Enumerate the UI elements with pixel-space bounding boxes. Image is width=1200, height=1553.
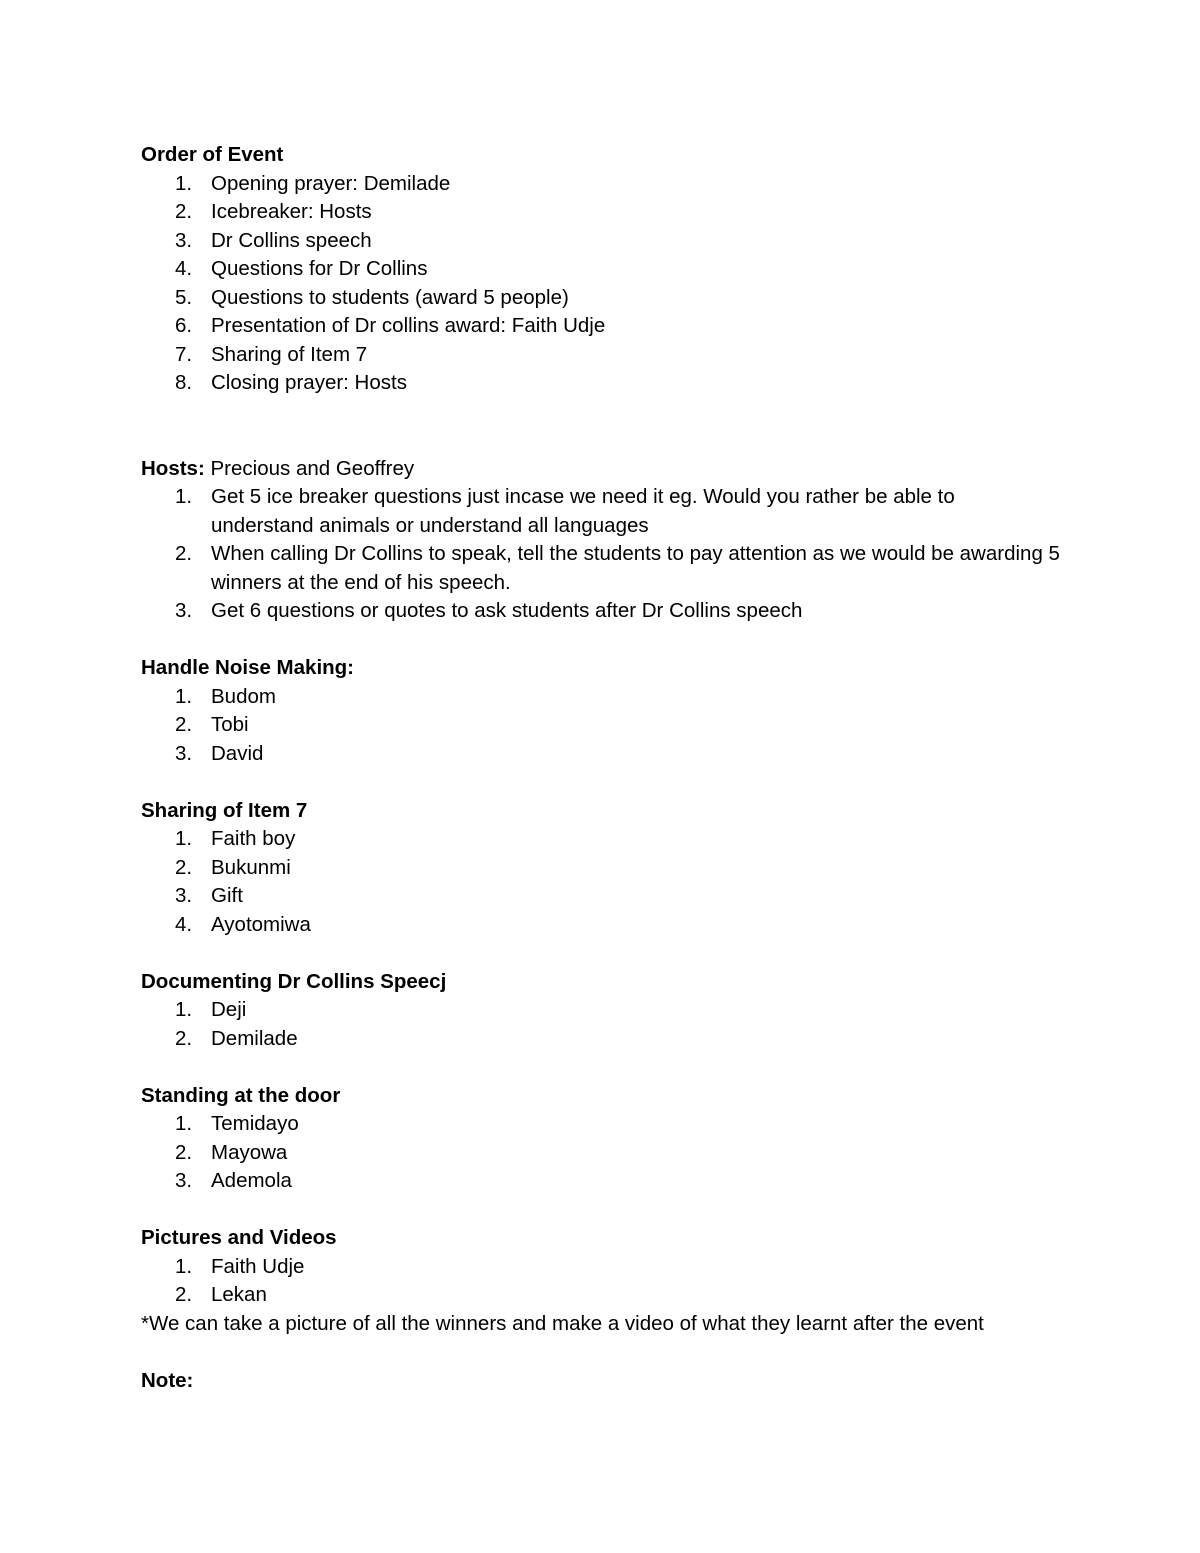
list-item-text: David (211, 741, 264, 765)
list-item (141, 1253, 1061, 1282)
list-item (141, 1167, 1061, 1196)
spacer (141, 1196, 1061, 1225)
list-number: 1. (175, 1112, 193, 1135)
list-number: 3. (175, 228, 193, 252)
list-item-text: Demilade (211, 1026, 298, 1050)
list-number: 2. (175, 542, 193, 565)
list-number: 3. (175, 1169, 193, 1192)
list-item (141, 825, 1061, 854)
list-number: 2. (175, 1026, 193, 1050)
spacer (141, 768, 1061, 797)
hosts-names: Precious and Geoffrey (204, 456, 415, 480)
list-item-text: When calling Dr Collins to speak, tell the students to pay attention as we would be awarding 5 winners at the end of his speech. (211, 542, 1060, 594)
list-number: 5. (175, 285, 193, 309)
list-item-text: Icebreaker: Hosts (211, 200, 372, 223)
list-item-text: Questions for Dr Collins (211, 257, 428, 280)
list-item-text: Ademola (211, 1169, 292, 1192)
list-number: 1. (175, 827, 193, 850)
list-number: 2. (175, 200, 193, 223)
list-item-text: Tobi (211, 713, 249, 736)
list-number: 4. (175, 912, 193, 936)
section-heading-documenting: Documenting Dr Collins Speecj (141, 969, 447, 993)
list-number: 1. (175, 684, 193, 708)
list-number: 3. (175, 599, 193, 622)
list-item (141, 540, 1061, 597)
list-item (141, 227, 1061, 256)
list-number: 2. (175, 1140, 193, 1164)
list-number: 2. (175, 855, 193, 879)
section-heading-pictures-and-videos: Pictures and Videos (141, 1226, 337, 1249)
section-heading-note: Note: (141, 1368, 194, 1392)
list-item-text: Closing prayer: Hosts (211, 371, 407, 394)
list-item-text: Faith Udje (211, 1254, 305, 1278)
section-heading-hosts (141, 455, 1061, 484)
spacer (141, 1053, 1061, 1082)
list-item (141, 198, 1061, 227)
list-item-text: Lekan (211, 1283, 267, 1306)
list-number: 7. (175, 342, 193, 366)
list-item-text: Budom (211, 684, 276, 708)
list-item (141, 341, 1061, 370)
sharing-list (141, 825, 1061, 939)
list-item-text: Dr Collins speech (211, 228, 372, 252)
pictures-list (141, 1253, 1061, 1310)
list-item (141, 1139, 1061, 1168)
list-item-text: Bukunmi (211, 855, 291, 879)
list-item (141, 284, 1061, 313)
order-of-event-list (141, 170, 1061, 398)
list-item (141, 1281, 1061, 1310)
list-item (141, 1025, 1061, 1054)
list-item (141, 170, 1061, 199)
list-number: 1. (175, 1254, 193, 1278)
list-number: 4. (175, 257, 193, 280)
list-number: 1. (175, 171, 193, 195)
list-item (141, 255, 1061, 284)
section-heading-sharing-of-item-7: Sharing of Item 7 (141, 798, 308, 822)
list-item (141, 1110, 1061, 1139)
pictures-footnote: *We can take a picture of all the winners and make a video of what they learnt after the event (141, 1311, 984, 1335)
section-heading-order-of-event: Order of Event (141, 143, 284, 166)
list-item-text: Presentation of Dr collins award: Faith Udje (211, 314, 606, 337)
list-item (141, 597, 1061, 626)
list-item-text: Sharing of Item 7 (211, 342, 368, 366)
list-item (141, 312, 1061, 341)
section-heading-handle-noise-making: Handle Noise Making: (141, 656, 355, 679)
list-item-text: Temidayo (211, 1112, 299, 1135)
noise-making-list (141, 683, 1061, 769)
list-number: 2. (175, 1283, 193, 1306)
list-item (141, 711, 1061, 740)
hosts-list (141, 483, 1061, 626)
list-item-text: Deji (211, 998, 247, 1021)
list-item (141, 911, 1061, 940)
section-heading-standing-at-door: Standing at the door (141, 1083, 341, 1107)
list-item (141, 740, 1061, 769)
spacer (141, 398, 1061, 455)
documenting-list (141, 996, 1061, 1053)
document-content (141, 141, 1061, 1395)
list-item (141, 882, 1061, 911)
list-number: 6. (175, 314, 193, 337)
list-item (141, 369, 1061, 398)
spacer (141, 1338, 1061, 1367)
spacer (141, 626, 1061, 655)
list-item-text: Get 5 ice breaker questions just incase we need it eg. Would you rather be able to understand animals or understand all languages (211, 485, 955, 537)
hosts-label: Hosts: (141, 456, 205, 480)
list-item-text: Questions to students (award 5 people) (211, 285, 569, 309)
list-item-text: Mayowa (211, 1140, 288, 1164)
list-item-text: Ayotomiwa (211, 912, 311, 936)
spacer (141, 939, 1061, 968)
list-item (141, 683, 1061, 712)
list-item-text: Faith boy (211, 827, 296, 850)
list-number: 1. (175, 998, 193, 1021)
list-number: 3. (175, 884, 193, 907)
list-number: 1. (175, 485, 193, 508)
list-number: 2. (175, 713, 193, 736)
list-item-text: Opening prayer: Demilade (211, 171, 451, 195)
list-number: 8. (175, 371, 193, 394)
list-item (141, 996, 1061, 1025)
list-item-text: Gift (211, 884, 243, 907)
list-item-text: Get 6 questions or quotes to ask students after Dr Collins speech (211, 599, 803, 622)
list-item (141, 854, 1061, 883)
list-item (141, 483, 1061, 540)
standing-at-door-list (141, 1110, 1061, 1196)
list-number: 3. (175, 741, 193, 765)
